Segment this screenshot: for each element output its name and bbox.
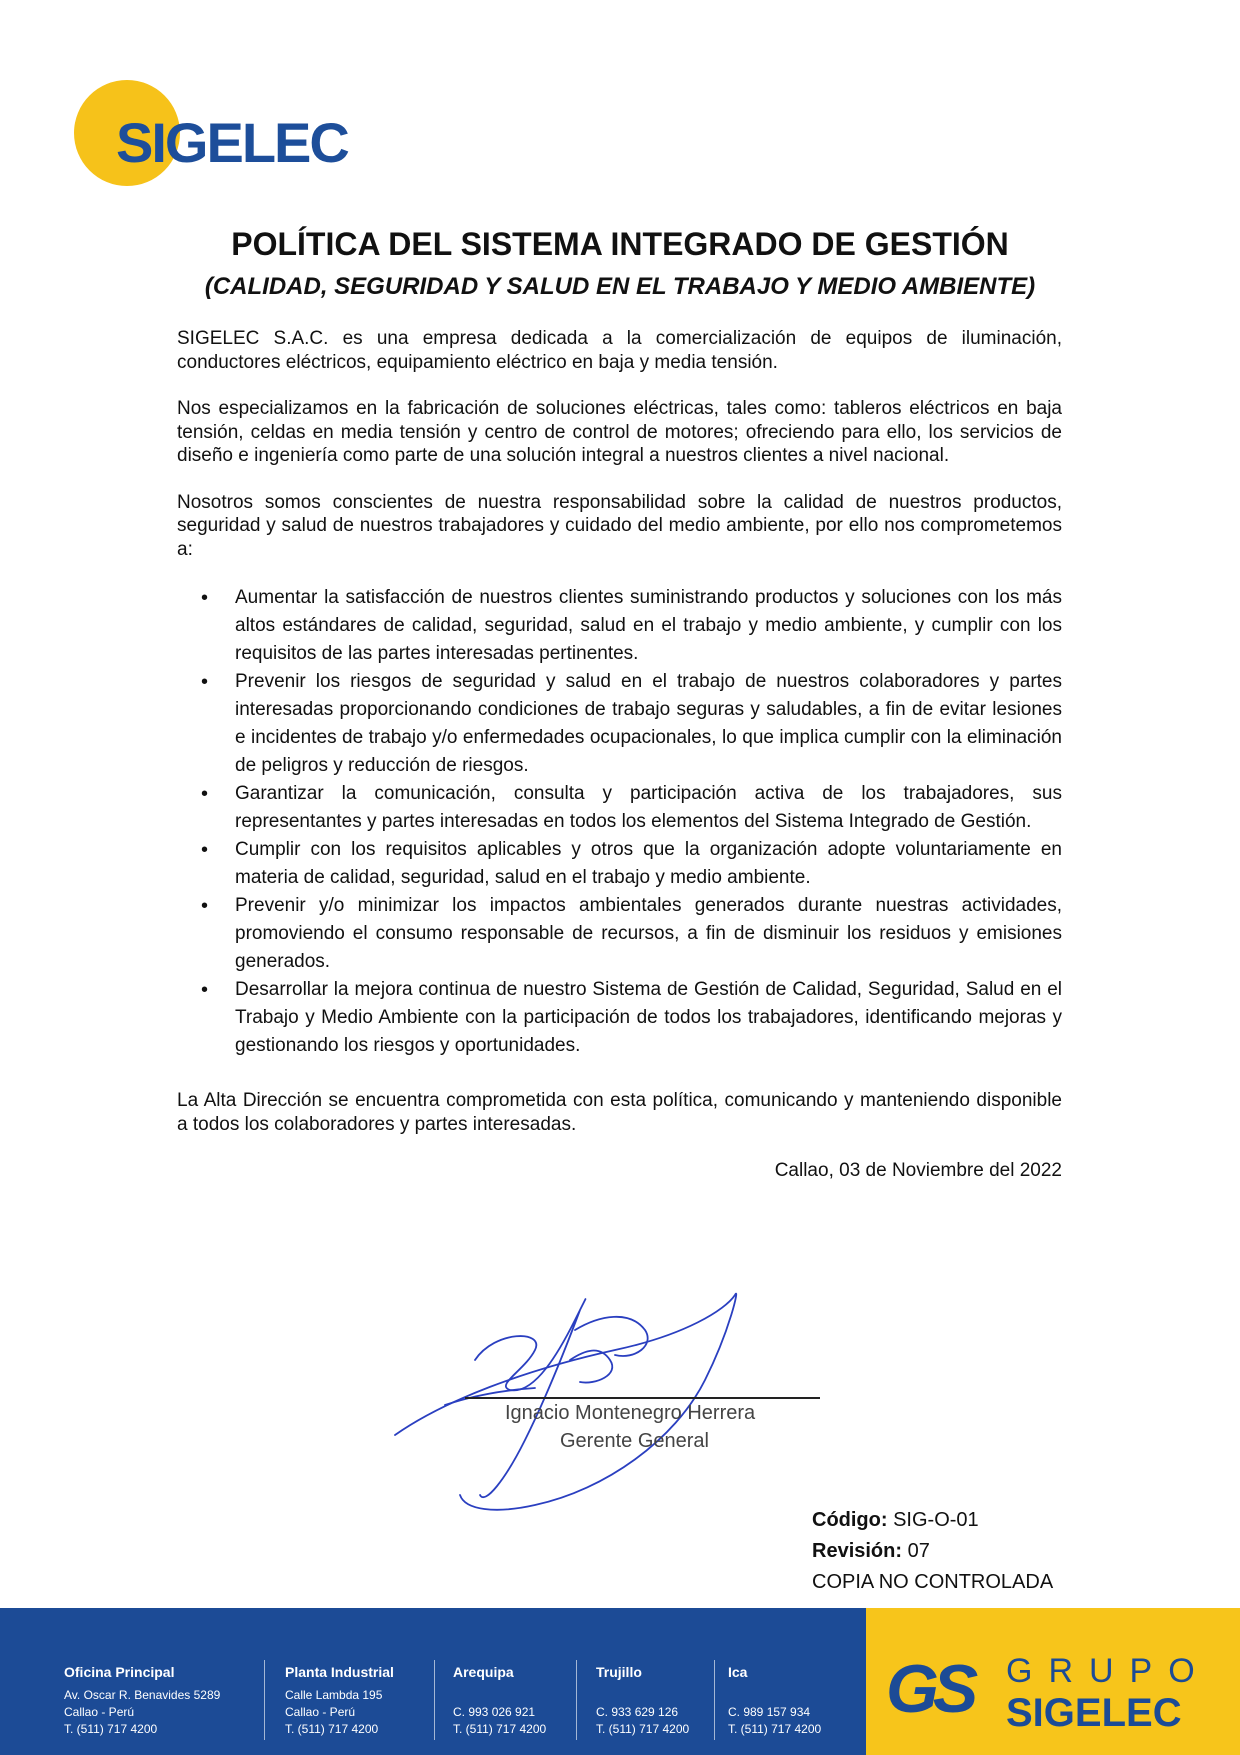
footer-heading: Arequipa bbox=[453, 1664, 514, 1680]
brand-bottom-text: SIGELEC bbox=[1006, 1691, 1182, 1735]
signer-name: Ignacio Montenegro Herrera bbox=[505, 1402, 756, 1424]
footer-arequipa bbox=[453, 1664, 546, 1738]
footer-divider bbox=[264, 1660, 265, 1740]
list-item bbox=[177, 892, 1062, 976]
footer-divider bbox=[434, 1660, 435, 1740]
commitment-text: Prevenir y/o minimizar los impactos ambientales generados durante nuestras actividades, promoviendo el consumo responsable de recursos, a fin de disminuir los residuos y emisiones generados. bbox=[235, 895, 1062, 972]
commitment-text: Desarrollar la mejora continua de nuestro Sistema de Gestión de Calidad, Seguridad, Salud en el Trabajo y Medio Ambiente con la participación de todos los trabajadores, identificando mejoras y gestionando los riesgos y oportunidades. bbox=[235, 979, 1062, 1056]
list-item bbox=[177, 780, 1062, 836]
page-footer bbox=[0, 1608, 1240, 1755]
bullet-icon: • bbox=[201, 783, 209, 805]
document-date: Callao, 03 de Noviembre del 2022 bbox=[774, 1160, 1062, 1181]
logo-text: SIGELEC bbox=[116, 111, 348, 174]
footer-ica bbox=[728, 1664, 821, 1738]
gs-logo-icon: GS bbox=[886, 1651, 973, 1727]
bullet-icon: • bbox=[201, 895, 209, 917]
footer-heading: Ica bbox=[728, 1664, 748, 1680]
grupo-sigelec-brand bbox=[866, 1608, 1240, 1755]
paragraph-closing: La Alta Dirección se encuentra comprometida con esta política, comunicando y manteniendo disponible a todos los colaboradores y partes interesadas. bbox=[177, 1090, 1062, 1135]
copy-status: COPIA NO CONTROLADA bbox=[812, 1571, 1054, 1593]
signer-role: Gerente General bbox=[560, 1430, 709, 1452]
footer-line: T. (511) 717 4200 bbox=[64, 1722, 158, 1736]
footer-heading: Oficina Principal bbox=[64, 1664, 175, 1680]
list-item bbox=[177, 668, 1062, 780]
paragraph-intro: SIGELEC S.A.C. es una empresa dedicada a la comercialización de equipos de iluminación, conductores eléctricos, equipamiento eléctrico en baja y media tensión. bbox=[177, 328, 1062, 373]
footer-line: T. (511) 717 4200 bbox=[728, 1722, 822, 1736]
footer-divider bbox=[714, 1660, 715, 1740]
footer-line: C. 933 629 126 bbox=[596, 1705, 679, 1719]
footer-line: T. (511) 717 4200 bbox=[285, 1722, 379, 1736]
footer-line: Calle Lambda 195 bbox=[285, 1688, 383, 1702]
footer-heading: Planta Industrial bbox=[285, 1664, 394, 1680]
document-control-info bbox=[812, 1505, 1053, 1598]
commitments-list bbox=[177, 584, 1062, 1060]
footer-line: T. (511) 717 4200 bbox=[453, 1722, 547, 1736]
commitment-text: Cumplir con los requisitos aplicables y otros que la organización adopte voluntariamente en materia de calidad, seguridad, salud en el trabajo y medio ambiente. bbox=[235, 839, 1062, 888]
footer-line: C. 989 157 934 bbox=[728, 1705, 811, 1719]
commitment-text: Prevenir los riesgos de seguridad y salud en el trabajo de nuestros colaboradores y partes interesadas proporcionando condiciones de trabajo seguras y saludables, a fin de evitar lesiones e incidentes de trabajo y/o enfermedades ocupacionales, lo que implica cumplir con la eliminación de peligros y reducción de riesgos. bbox=[235, 671, 1062, 776]
page-subtitle: (CALIDAD, SEGURIDAD Y SALUD EN EL TRABAJO Y MEDIO AMBIENTE) bbox=[204, 273, 1036, 300]
footer-trujillo bbox=[596, 1664, 689, 1738]
company-logo bbox=[74, 80, 374, 190]
footer-line: Callao - Perú bbox=[285, 1705, 356, 1719]
footer-line: C. 993 026 921 bbox=[453, 1705, 536, 1719]
bullet-icon: • bbox=[201, 587, 209, 609]
list-item bbox=[177, 836, 1062, 892]
document-code bbox=[812, 1505, 1053, 1536]
document-revision bbox=[812, 1536, 1053, 1567]
footer-line: T. (511) 717 4200 bbox=[596, 1722, 690, 1736]
paragraph-commitment-intro: Nosotros somos conscientes de nuestra responsabilidad sobre la calidad de nuestros productos, seguridad y salud de nuestros trabajadores y cuidado del medio ambiente, por ello nos comprometemos a: bbox=[177, 491, 1062, 560]
list-item bbox=[177, 584, 1062, 668]
signature-block bbox=[385, 1290, 825, 1520]
policy-body bbox=[177, 327, 1062, 1206]
footer-line: Callao - Perú bbox=[64, 1705, 135, 1719]
code-label: Código: bbox=[812, 1509, 888, 1531]
footer-planta-industrial bbox=[285, 1664, 394, 1738]
revision-label: Revisión: bbox=[812, 1540, 903, 1562]
code-value: SIG-O-01 bbox=[893, 1509, 979, 1531]
bullet-icon: • bbox=[201, 979, 209, 1001]
brand-top-text: GRUPO bbox=[1006, 1652, 1211, 1690]
signature-line bbox=[465, 1397, 820, 1399]
list-item bbox=[177, 976, 1062, 1060]
bullet-icon: • bbox=[201, 839, 209, 861]
footer-line: Av. Oscar R. Benavides 5289 bbox=[64, 1688, 221, 1702]
commitment-text: Garantizar la comunicación, consulta y participación activa de los trabajadores, sus representantes y partes interesadas en todos los elementos del Sistema Integrado de Gestión. bbox=[235, 783, 1062, 832]
footer-divider bbox=[576, 1660, 577, 1740]
footer-office-principal bbox=[64, 1664, 220, 1738]
footer-heading: Trujillo bbox=[596, 1664, 642, 1680]
paragraph-specialization: Nos especializamos en la fabricación de soluciones eléctricas, tales como: tableros eléctricos en baja tensión, celdas en media tensión y centro de control de motores; ofreciendo para ello, los servicios de diseño e ingeniería como parte de una solución integral a nuestros clientes a nivel nacional. bbox=[177, 398, 1062, 466]
page-title: POLÍTICA DEL SISTEMA INTEGRADO DE GESTIÓN bbox=[231, 226, 1009, 262]
revision-value: 07 bbox=[907, 1540, 930, 1562]
bullet-icon: • bbox=[201, 671, 209, 693]
commitment-text: Aumentar la satisfacción de nuestros clientes suministrando productos y soluciones con los más altos estándares de calidad, seguridad, salud en el trabajo y medio ambiente, y cumplir con los requisitos de las partes interesadas pertinentes. bbox=[235, 587, 1062, 664]
